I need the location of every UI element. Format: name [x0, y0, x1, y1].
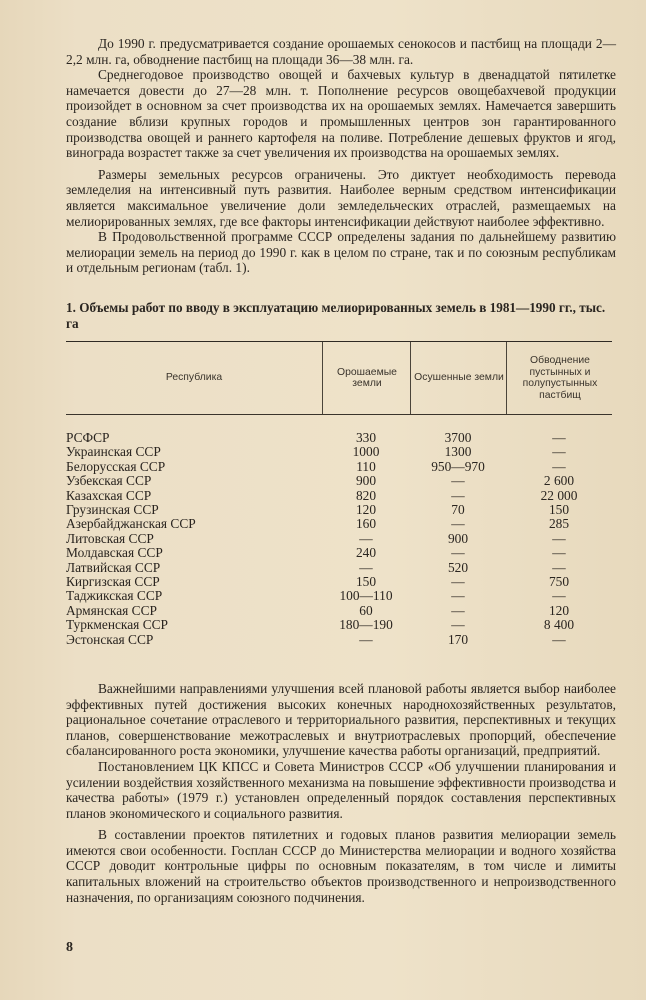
cell-republic: Узбекская ССР: [66, 473, 152, 489]
cell-watering: —: [552, 530, 566, 546]
cell-watering: 150: [548, 502, 570, 518]
table-row: [66, 561, 612, 575]
table-row: [66, 546, 612, 560]
table-row: [66, 460, 612, 474]
cell-irrigated: 110: [356, 458, 376, 474]
cell-republic: Белорусская ССР: [66, 458, 166, 474]
cell-watering: —: [552, 444, 566, 460]
cell-drained: —: [451, 487, 465, 503]
cell-watering: —: [552, 559, 566, 575]
cell-drained: 900: [447, 530, 469, 546]
header-irrigated: Орошаемые земли: [322, 342, 411, 414]
cell-irrigated: 160: [355, 516, 377, 532]
paragraph-2: Среднегодовое производство овощей и бахчевых культур в двенадцатой пятилетке намечается довести до 27—28 млн. т. Пополнение ресурсов овощебахчевой продукции произойдет в основном за счет производства их на орошаемых землях. Намечается завершить создание вблизи крупных городов и промышленных центров зон гарантированного производства овощей и раннего картофеля на поливе. Потребление дешевых фруктов и ягод, винограда возрастет также за счет увеличения их производства на орошаемых землях.: [66, 67, 616, 161]
cell-watering: —: [552, 588, 566, 604]
table-row: [66, 618, 612, 632]
cell-irrigated: 240: [355, 545, 377, 561]
table-body: [66, 431, 612, 647]
cell-republic: Грузинская ССР: [66, 502, 159, 518]
table-header: [66, 342, 612, 415]
paragraph-7: В составлении проектов пятилетних и годовых планов развития мелиорации земель имеются свои особенности. Госплан СССР до Министерства мелиорации и водного хозяйства СССР доводит контрольные цифры по основным показателям, в том числе и лимиты капитальных вложений на строительство объектов производственного и непроизводственного назначения, по организациям союзного подчинения.: [66, 827, 616, 905]
cell-drained: 520: [447, 559, 469, 575]
cell-drained: —: [451, 473, 465, 489]
cell-republic: Казахская ССР: [66, 487, 152, 503]
cell-irrigated: 120: [355, 502, 377, 518]
cell-watering: —: [552, 631, 566, 647]
cell-irrigated: 180—190: [339, 617, 393, 633]
cell-drained: 70: [451, 502, 465, 518]
cell-republic: Эстонская ССР: [66, 631, 154, 647]
cell-drained: 3700: [444, 430, 472, 446]
cell-irrigated: 900: [355, 473, 377, 489]
cell-drained: 950—970: [431, 458, 485, 474]
table-row: [66, 503, 612, 517]
paragraph-3: Размеры земельных ресурсов ограничены. Это диктует необходимость перевода земледелия на интенсивный путь развития. Наиболее верным средством интенсификации является максимальное увеличение доли земледельческих отраслей, размещаемых на мелиорированных землях, где все факторы интенсификации действуют наиболее эффективно.: [66, 166, 616, 229]
cell-watering: 8 400: [543, 617, 575, 633]
cell-republic: Литовская ССР: [66, 530, 154, 546]
cell-drained: —: [451, 602, 465, 618]
header-republic: Республика: [165, 372, 223, 384]
cell-watering: 120: [548, 602, 570, 618]
cell-watering: —: [552, 545, 566, 561]
cell-drained: —: [451, 617, 465, 633]
header-drained: Осушенные земли: [410, 342, 507, 414]
cell-watering: 750: [548, 574, 570, 589]
cell-irrigated: —: [359, 631, 373, 647]
header-watering: Обводнение пустынных и полупустынных пастбищ: [506, 342, 613, 414]
cell-drained: 1300: [444, 444, 472, 460]
paragraph-4: В Продовольственной программе СССР определены задания по дальнейшему развитию мелиорации земель на период до 1990 г. как в целом по стране, так и по союзным республикам и отдельным регионам (табл. 1).: [66, 229, 616, 276]
paragraph-6: Постановлением ЦК КПСС и Совета Министров СССР «Об улучшении планирования и усилении воздействия хозяйственного механизма на повышение эффективности производства и качества работы» (1979 г.) установлен определенный порядок составления перспективных планов экономического и социального развития.: [66, 758, 616, 821]
cell-drained: —: [451, 516, 465, 532]
paragraph-5: Важнейшими направлениями улучшения всей плановой работы является выбор наиболее эффективных путей достижения высоких конечных народнохозяйственных результатов, рациональное сочетание отраслевого и территориального развития, перспективных и текущих планов, совершенствование межотраслевых и внутриотраслевых пропорций, обеспечение сбалансированного роста экономики, улучшение качества работы организаций, предприятий.: [66, 680, 616, 759]
page-number: 8: [66, 940, 73, 955]
top-text: [66, 36, 616, 276]
cell-watering: 22 000: [540, 487, 578, 503]
cell-irrigated: 1000: [352, 444, 380, 460]
cell-watering: —: [552, 430, 566, 446]
table-row: [66, 474, 612, 488]
table-row: [66, 575, 612, 589]
table-row: [66, 604, 612, 618]
cell-irrigated: 150: [355, 574, 377, 589]
cell-republic: Армянская ССР: [66, 602, 157, 618]
cell-republic: Молдавская ССР: [66, 545, 163, 561]
cell-republic: РСФСР: [66, 430, 110, 446]
cell-republic: Туркменская ССР: [66, 617, 168, 633]
cell-irrigated: 330: [355, 430, 377, 446]
table-row: [66, 445, 612, 459]
paragraph-1: До 1990 г. предусматривается создание орошаемых сенокосов и пастбищ на площади 2—2,2 млн. га, обводнение пастбищ на площади 36—38 млн. га.: [66, 36, 616, 67]
cell-drained: —: [451, 588, 465, 604]
cell-watering: —: [552, 458, 566, 474]
cell-republic: Таджикская ССР: [66, 588, 163, 604]
cell-republic: Украинская ССР: [66, 444, 161, 460]
cell-watering: 2 600: [543, 473, 575, 489]
cell-irrigated: —: [359, 559, 373, 575]
cell-drained: 170: [447, 631, 469, 647]
cell-irrigated: 100—110: [339, 588, 393, 604]
cell-drained: —: [451, 545, 465, 561]
bottom-text: [66, 681, 616, 905]
table-row: [66, 589, 612, 603]
cell-watering: 285: [548, 516, 570, 532]
cell-irrigated: 820: [355, 487, 377, 503]
cell-republic: Киргизская ССР: [66, 574, 160, 589]
table-row: [66, 517, 612, 531]
table-row: [66, 532, 612, 546]
table-block: [66, 300, 616, 647]
cell-republic: Латвийская ССР: [66, 559, 161, 575]
table-row: [66, 633, 612, 647]
cell-irrigated: —: [359, 530, 373, 546]
table-row: [66, 489, 612, 503]
cell-drained: —: [451, 574, 465, 589]
table-title: 1. Объемы работ по вводу в эксплуатацию мелиорированных земель в 1981—1990 гг., тыс. га: [66, 299, 606, 331]
cell-irrigated: 60: [359, 602, 373, 618]
table-row: [66, 431, 612, 445]
cell-republic: Азербайджанская ССР: [66, 516, 196, 532]
